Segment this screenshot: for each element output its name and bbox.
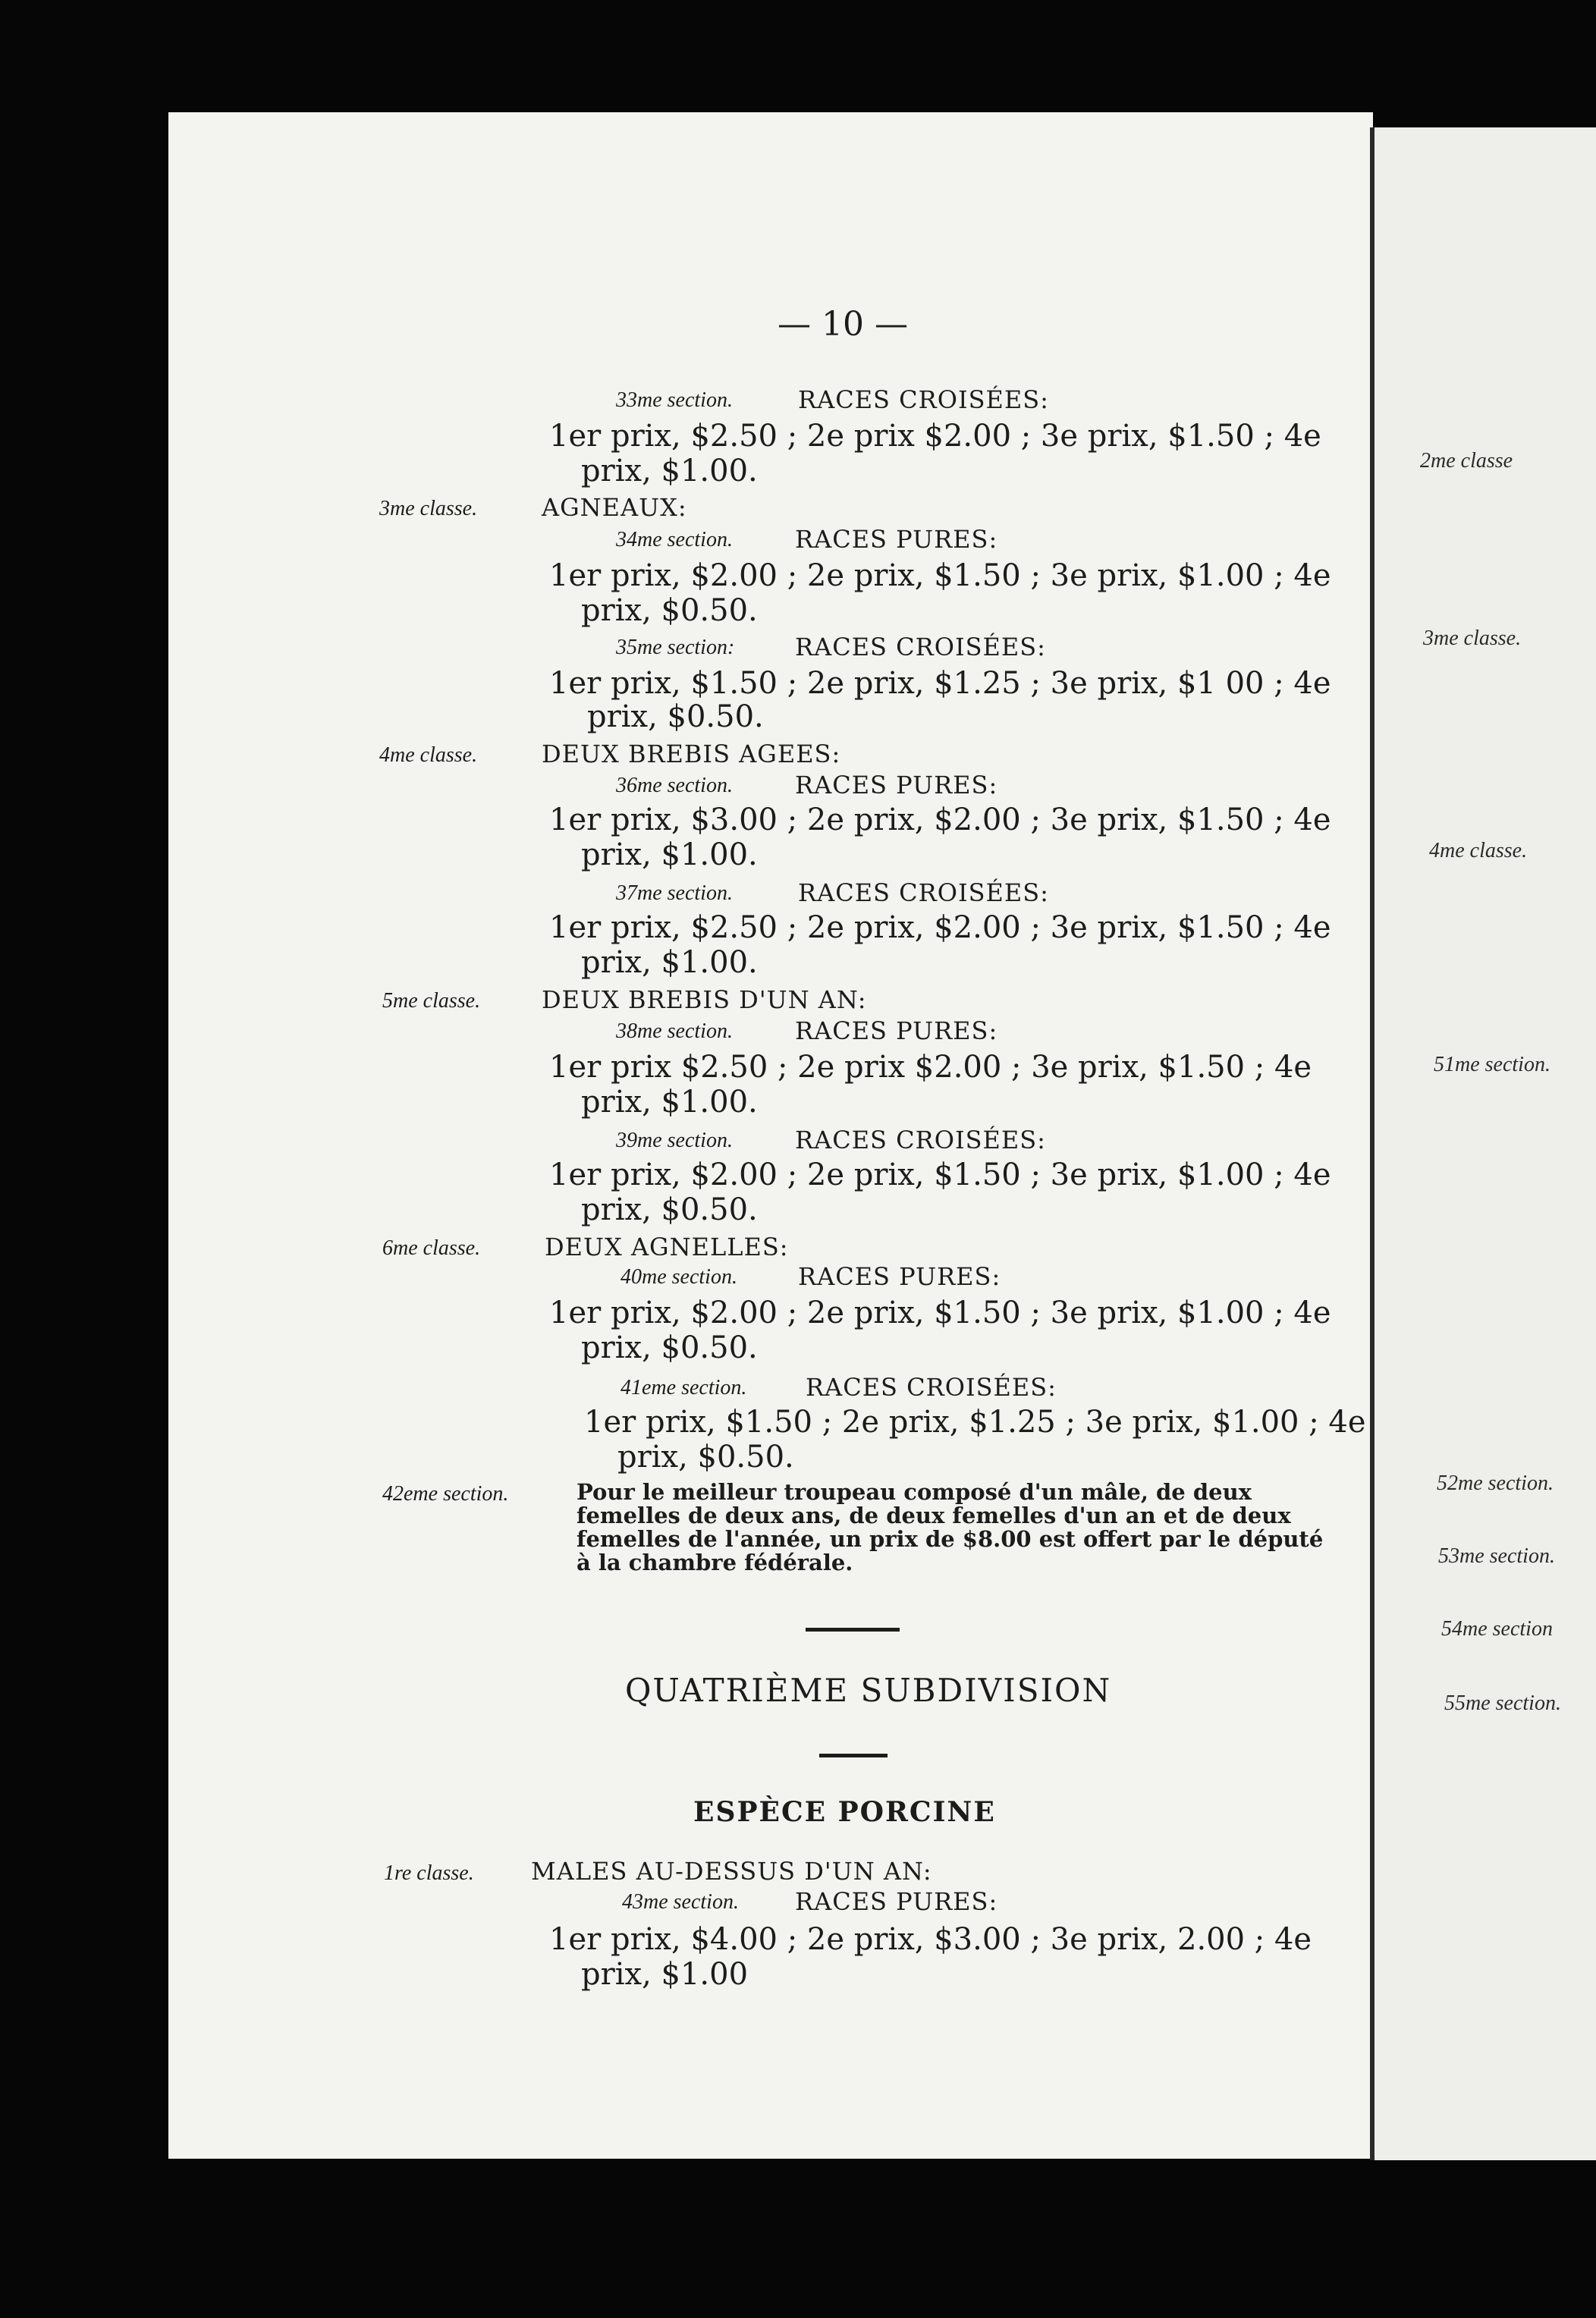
section-label: 39me section. [616,1129,733,1152]
next-page-label: 54me section [1441,1617,1553,1641]
prize-line: prix, $0.50. [581,1330,758,1365]
section-heading: RACES CROISÉES: [795,633,1046,661]
section-label: 35me section: [616,636,735,659]
next-page-label: 4me classe. [1429,839,1528,862]
section-label: 37me section. [616,881,733,905]
section-heading: RACES PURES: [795,1016,998,1045]
next-page-label: 53me section. [1438,1544,1555,1568]
prize-line: prix, $1.00. [581,1085,758,1120]
prize-line: 1er prix, $4.00 ; 2e prix, $3.00 ; 3e prix, 2.00 ; 4e [549,1922,1312,1957]
prize-line: prix, $0.50. [581,593,758,628]
prize-line: 1er prix, $2.50 ; 2e prix, $2.00 ; 3e prix, $1.50 ; 4e [549,910,1331,945]
espece-title: ESPÈCE PORCINE [693,1796,996,1828]
section-label: 42eme section. [382,1482,509,1506]
classe-label: 5me classe. [382,989,481,1013]
prize-line: 1er prix $2.50 ; 2e prix $2.00 ; 3e prix, $1.50 ; 4e [549,1050,1312,1085]
section-heading: RACES PURES: [795,771,998,799]
divider [819,1754,888,1757]
section-heading: RACES PURES: [798,1262,1001,1291]
divider [806,1628,900,1632]
section-label: 43me section. [622,1890,739,1914]
next-page-label: 2me classe [1420,449,1513,473]
prize-line: 1er prix, $2.50 ; 2e prix $2.00 ; 3e prix, $1.50 ; 4e [549,419,1321,454]
prize-line: 1er prix, $2.00 ; 2e prix, $1.50 ; 3e prix, $1.00 ; 4e [549,1157,1331,1192]
prize-line: 1er prix, $3.00 ; 2e prix, $2.00 ; 3e prix, $1.50 ; 4e [549,803,1331,837]
prize-line: prix, $1.00. [581,945,758,980]
classe-label: 6me classe. [382,1236,481,1260]
classe-label: 3me classe. [379,497,478,520]
classe-title: DEUX BREBIS AGEES: [542,740,841,768]
prize-line: 1er prix, $1.50 ; 2e prix, $1.25 ; 3e prix, $1 00 ; 4e [549,666,1331,701]
section-heading: RACES CROISÉES: [806,1373,1057,1402]
classe-title: AGNEAUX: [542,493,687,522]
section-label: 36me section. [616,774,733,797]
next-page-label: 3me classe. [1423,627,1522,650]
subdivision-title: QUATRIÈME SUBDIVISION [625,1672,1112,1709]
section-label: 40me section. [620,1265,737,1289]
next-page-edge [1375,127,1596,2160]
classe-title: DEUX AGNELLES: [545,1233,789,1261]
classe-title: MALES AU-DESSUS D'UN AN: [531,1857,932,1886]
section-label: 41eme section. [620,1376,747,1399]
prize-line: prix, $0.50. [587,699,764,734]
prize-line: prix, $1.00. [581,837,758,872]
section-heading: RACES PURES: [795,1887,998,1916]
prize-line: prix, $1.00 [581,1957,749,1992]
next-page-label: 55me section. [1444,1691,1561,1715]
section-label: 34me section. [616,528,733,551]
troupeau-prize-paragraph: Pour le meilleur troupeau composé d'un mâle, de deux femelles de deux ans, de deux femelles d'un an et de deux femelles de l'année, un prix de $8.00 est offert par le député à la chambre fédérale. [577,1479,1324,1575]
section-heading: RACES PURES: [795,525,998,554]
section-heading: RACES CROISÉES: [798,385,1049,414]
next-page-label: 52me section. [1437,1472,1554,1495]
prize-line: prix, $0.50. [581,1192,758,1227]
prize-line: prix, $0.50. [617,1440,794,1475]
prize-line: 1er prix, $1.50 ; 2e prix, $1.25 ; 3e prix, $1.00 ; 4e [584,1405,1366,1440]
section-heading: RACES CROISÉES: [798,878,1049,907]
classe-label: 1re classe. [384,1861,474,1885]
prize-line: 1er prix, $2.00 ; 2e prix, $1.50 ; 3e prix, $1.00 ; 4e [549,558,1331,593]
section-label: 38me section. [616,1019,733,1043]
section-heading: RACES CROISÉES: [795,1126,1046,1154]
page-number: — 10 — [778,305,908,344]
classe-title: DEUX BREBIS D'UN AN: [542,985,867,1014]
prize-line: 1er prix, $2.00 ; 2e prix, $1.50 ; 3e prix, $1.00 ; 4e [549,1296,1331,1330]
classe-label: 4me classe. [379,743,478,767]
section-label: 33me section. [616,388,733,412]
next-page-label: 51me section. [1434,1053,1550,1076]
prize-line: prix, $1.00. [581,454,758,488]
